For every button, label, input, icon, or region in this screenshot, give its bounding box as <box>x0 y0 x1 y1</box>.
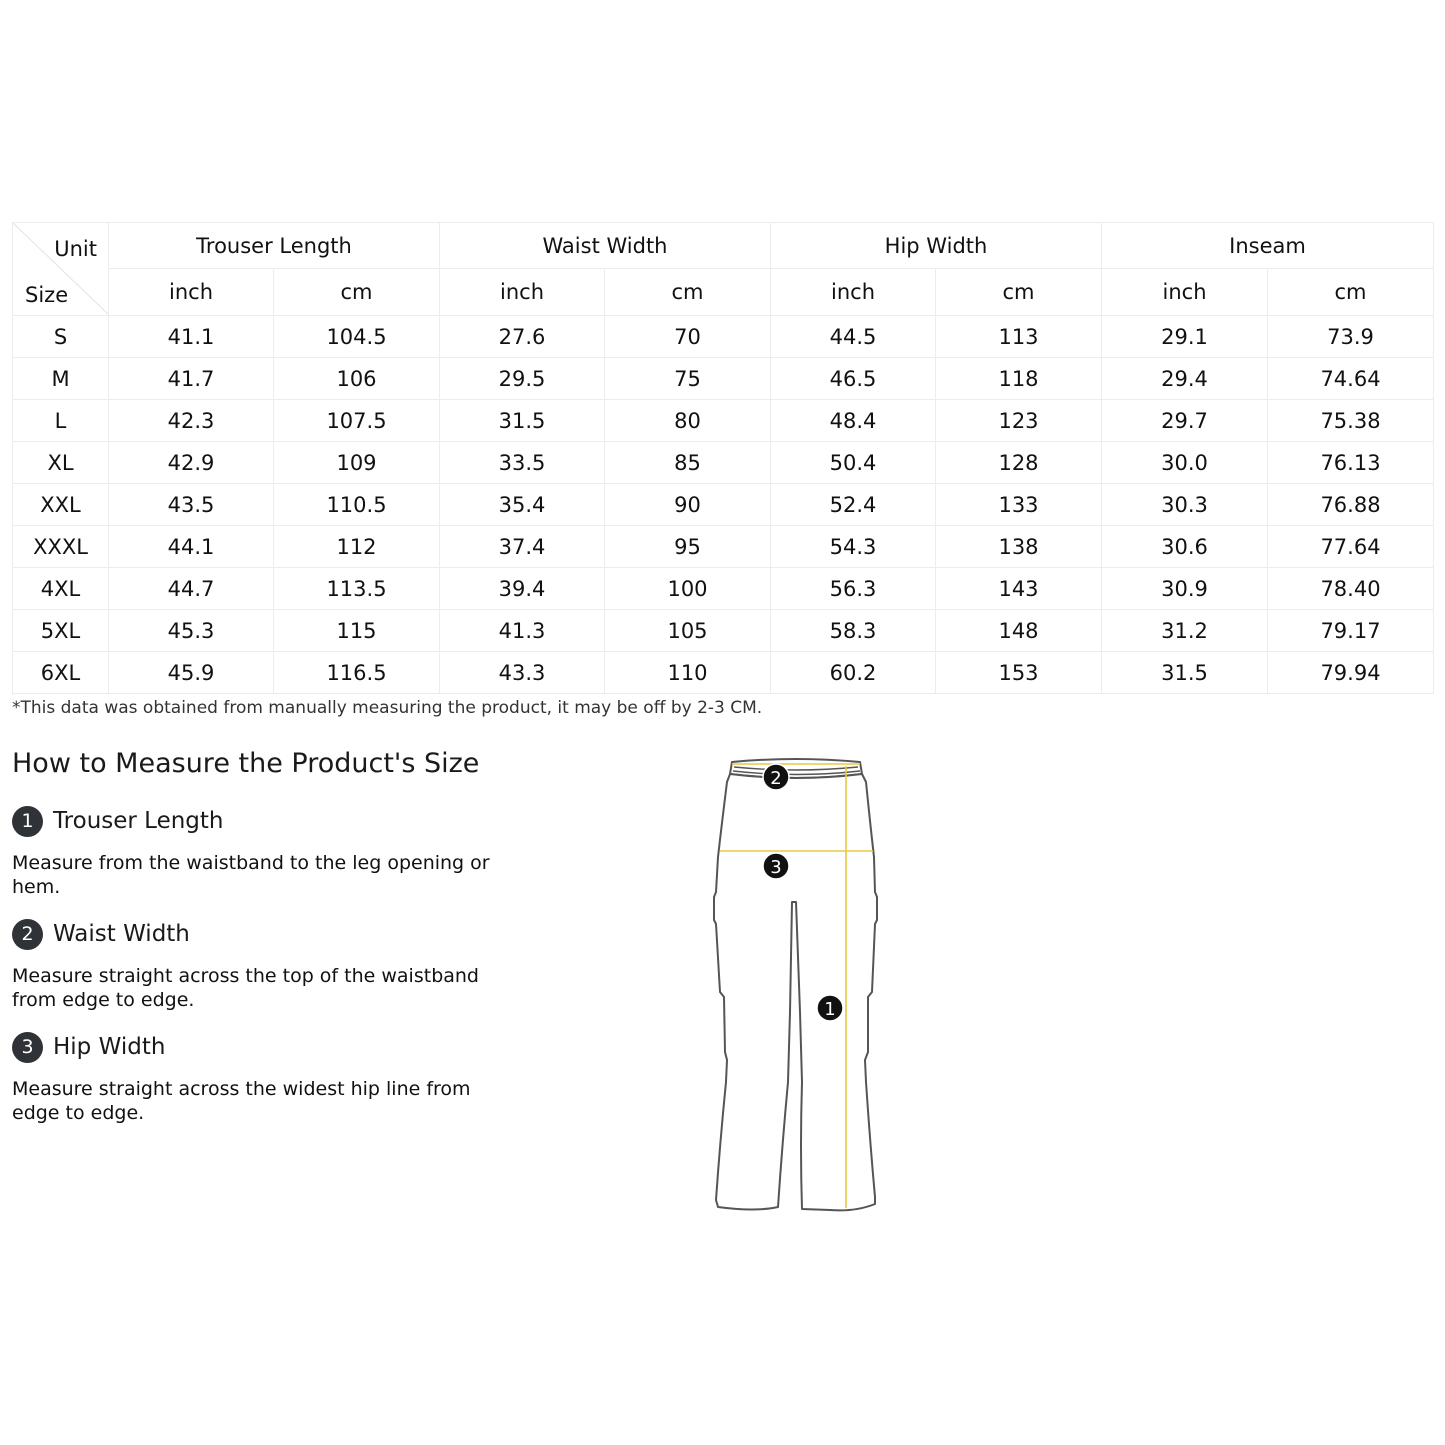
measurement-cell: 43.3 <box>440 652 605 694</box>
measurement-cell: 29.7 <box>1102 400 1268 442</box>
measurement-cell: 79.17 <box>1268 610 1434 652</box>
measurement-cell: 90 <box>605 484 771 526</box>
size-cell: 4XL <box>13 568 109 610</box>
measurement-cell: 104.5 <box>274 316 440 358</box>
measurement-cell: 37.4 <box>440 526 605 568</box>
step-number-badge: 2 <box>12 919 43 950</box>
step-number-badge: 3 <box>12 1032 43 1063</box>
measurement-cell: 85 <box>605 442 771 484</box>
size-cell: XL <box>13 442 109 484</box>
table-header-row <box>13 223 1434 269</box>
measurement-cell: 110 <box>605 652 771 694</box>
measurement-cell: 109 <box>274 442 440 484</box>
step-title: Trouser Length <box>53 808 224 834</box>
measurement-cell: 54.3 <box>771 526 936 568</box>
table-row <box>13 568 1434 610</box>
measurement-cell: 44.7 <box>109 568 274 610</box>
measurement-cell: 148 <box>936 610 1102 652</box>
unit-cell: cm <box>274 269 440 316</box>
size-cell: L <box>13 400 109 442</box>
measurement-cell: 44.5 <box>771 316 936 358</box>
unit-cell: inch <box>1102 269 1268 316</box>
measurement-cell: 75 <box>605 358 771 400</box>
marker-2 <box>763 764 789 790</box>
measurement-cell: 123 <box>936 400 1102 442</box>
measurement-cell: 138 <box>936 526 1102 568</box>
step-trouser-length <box>12 805 532 899</box>
step-description: Measure straight across the widest hip line from edge to edge. <box>12 1078 471 1124</box>
measurement-cell: 80 <box>605 400 771 442</box>
measurement-cell: 31.5 <box>440 400 605 442</box>
measurement-cell: 39.4 <box>440 568 605 610</box>
marker-3 <box>763 853 789 879</box>
measurement-cell: 52.4 <box>771 484 936 526</box>
measurement-cell: 41.1 <box>109 316 274 358</box>
measurement-cell: 46.5 <box>771 358 936 400</box>
header-trouser-length: Trouser Length <box>109 223 440 269</box>
table-row <box>13 484 1434 526</box>
trouser-illustration <box>700 752 890 1222</box>
measurement-cell: 95 <box>605 526 771 568</box>
measurement-cell: 112 <box>274 526 440 568</box>
measurement-cell: 105 <box>605 610 771 652</box>
measurement-cell: 70 <box>605 316 771 358</box>
measurement-cell: 30.3 <box>1102 484 1268 526</box>
header-hip-width: Hip Width <box>771 223 1102 269</box>
measurement-cell: 30.6 <box>1102 526 1268 568</box>
corner-unit-label: Unit <box>54 237 97 261</box>
size-cell: XXL <box>13 484 109 526</box>
measurement-cell: 128 <box>936 442 1102 484</box>
measurement-cell: 133 <box>936 484 1102 526</box>
measurement-cell: 153 <box>936 652 1102 694</box>
table-row <box>13 400 1434 442</box>
measurement-cell: 73.9 <box>1268 316 1434 358</box>
measurement-cell: 31.2 <box>1102 610 1268 652</box>
step-waist-width <box>12 918 532 1012</box>
size-cell: M <box>13 358 109 400</box>
size-cell: 5XL <box>13 610 109 652</box>
measurement-cell: 113 <box>936 316 1102 358</box>
measurement-cell: 31.5 <box>1102 652 1268 694</box>
measurement-cell: 42.3 <box>109 400 274 442</box>
measurement-cell: 45.9 <box>109 652 274 694</box>
trouser-outline <box>714 774 877 1210</box>
measurement-cell: 30.0 <box>1102 442 1268 484</box>
unit-cell: cm <box>936 269 1102 316</box>
measurement-cell: 75.38 <box>1268 400 1434 442</box>
measurement-cell: 44.1 <box>109 526 274 568</box>
table-unit-row <box>13 269 1434 316</box>
measurement-footnote: *This data was obtained from manually measuring the product, it may be off by 2-3 CM. <box>12 698 763 718</box>
measurement-cell: 41.3 <box>440 610 605 652</box>
measurement-cell: 107.5 <box>274 400 440 442</box>
header-inseam: Inseam <box>1102 223 1434 269</box>
step-title: Hip Width <box>53 1034 166 1060</box>
measurement-cell: 100 <box>605 568 771 610</box>
step-description: Measure from the waistband to the leg opening or hem. <box>12 852 490 898</box>
size-cell: XXXL <box>13 526 109 568</box>
measurement-cell: 29.1 <box>1102 316 1268 358</box>
size-cell: 6XL <box>13 652 109 694</box>
measurement-cell: 48.4 <box>771 400 936 442</box>
measurement-cell: 30.9 <box>1102 568 1268 610</box>
marker-1-label: 1 <box>824 999 836 1020</box>
table-corner-cell <box>13 223 109 316</box>
marker-2-label: 2 <box>770 768 782 789</box>
measurement-cell: 76.13 <box>1268 442 1434 484</box>
size-chart-table <box>12 222 1434 694</box>
marker-3-label: 3 <box>770 857 782 878</box>
measurement-cell: 110.5 <box>274 484 440 526</box>
unit-cell: inch <box>109 269 274 316</box>
measurement-cell: 35.4 <box>440 484 605 526</box>
measurement-cell: 78.40 <box>1268 568 1434 610</box>
table-row <box>13 358 1434 400</box>
header-waist-width: Waist Width <box>440 223 771 269</box>
step-number-badge: 1 <box>12 806 43 837</box>
table-row <box>13 610 1434 652</box>
measurement-cell: 45.3 <box>109 610 274 652</box>
measurement-cell: 106 <box>274 358 440 400</box>
marker-1 <box>817 995 843 1021</box>
table-row <box>13 442 1434 484</box>
measurement-cell: 33.5 <box>440 442 605 484</box>
measurement-cell: 42.9 <box>109 442 274 484</box>
unit-cell: inch <box>440 269 605 316</box>
measurement-cell: 60.2 <box>771 652 936 694</box>
size-cell: S <box>13 316 109 358</box>
measurement-cell: 115 <box>274 610 440 652</box>
measurement-cell: 143 <box>936 568 1102 610</box>
measurement-cell: 58.3 <box>771 610 936 652</box>
measurement-cell: 79.94 <box>1268 652 1434 694</box>
measurement-cell: 113.5 <box>274 568 440 610</box>
step-hip-width <box>12 1031 532 1125</box>
measurement-cell: 56.3 <box>771 568 936 610</box>
measurement-cell: 27.6 <box>440 316 605 358</box>
measurement-cell: 116.5 <box>274 652 440 694</box>
measurement-cell: 118 <box>936 358 1102 400</box>
measurement-cell: 74.64 <box>1268 358 1434 400</box>
measurement-cell: 29.4 <box>1102 358 1268 400</box>
step-description: Measure straight across the top of the waistband from edge to edge. <box>12 965 479 1011</box>
unit-cell: inch <box>771 269 936 316</box>
measurement-cell: 41.7 <box>109 358 274 400</box>
measurement-cell: 29.5 <box>440 358 605 400</box>
measurement-cell: 77.64 <box>1268 526 1434 568</box>
table-row <box>13 652 1434 694</box>
measurement-cell: 50.4 <box>771 442 936 484</box>
measurement-cell: 76.88 <box>1268 484 1434 526</box>
guide-title: How to Measure the Product's Size <box>12 748 480 779</box>
table-row <box>13 316 1434 358</box>
step-title: Waist Width <box>53 921 190 947</box>
measurement-cell: 43.5 <box>109 484 274 526</box>
table-row <box>13 526 1434 568</box>
unit-cell: cm <box>605 269 771 316</box>
trouser-diagram <box>700 752 890 1222</box>
unit-cell: cm <box>1268 269 1434 316</box>
corner-size-label: Size <box>25 283 69 307</box>
